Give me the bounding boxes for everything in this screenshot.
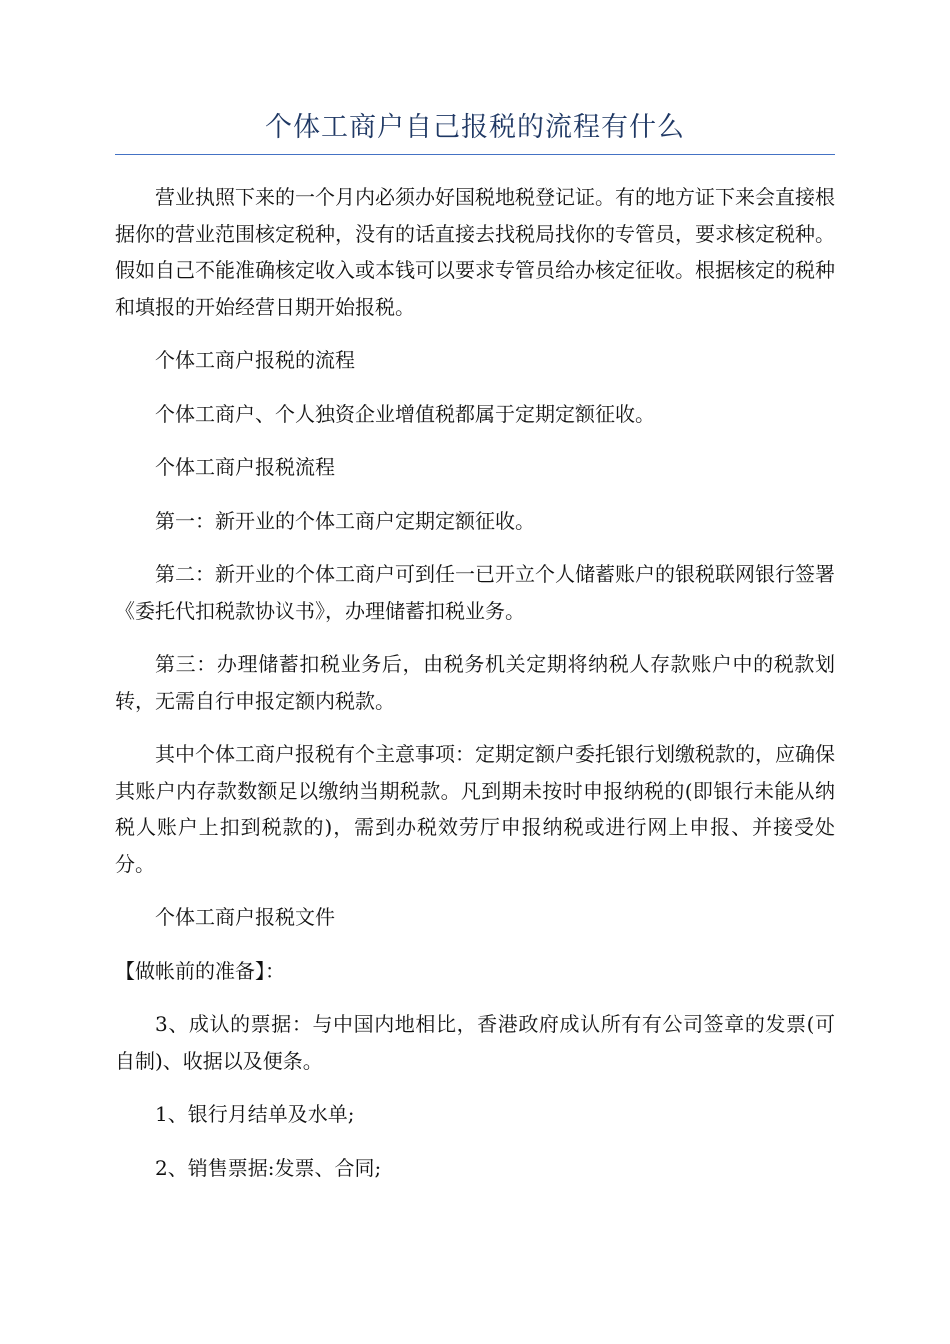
list-item: 1、银行月结单及水单; — [155, 1102, 355, 1126]
list-item: 3、成认的票据：与中国内地相比，香港政府成认所有有公司签章的发票(可自制)、收据以及便条。 — [115, 1012, 835, 1073]
list-item: 第二：新开业的个体工商户可到任一已开立个人储蓄账户的银税联网银行签署《委托代扣税款协议书》，办理储蓄扣税业务。 — [115, 562, 835, 623]
bracket-heading: 【做帐前的准备】： — [115, 958, 285, 983]
list-item: 2、销售票据:发票、合同; — [155, 1155, 382, 1180]
document-body — [115, 179, 835, 1186]
document-page — [115, 108, 835, 1203]
list-item: 第一：新开业的个体工商户定期定额征收。 — [155, 508, 535, 533]
page-title: 个体工商户自己报税的流程有什么 — [265, 112, 685, 143]
title-underline — [115, 154, 835, 155]
paragraph: 营业执照下来的一个月内必须办好国税地税登记证。有的地方证下来会直接根据你的营业范围核定税种，没有的话直接去找税局找你的专管员，要求核定税种。假如自己不能准确核定收入或本钱可以要求专管员给办核定征收。根据核定的税种和填报的开始经营日期开始报税。 — [115, 185, 835, 319]
paragraph: 个体工商户、个人独资企业增值税都属于定期定额征收。 — [155, 401, 655, 426]
section-heading: 个体工商户报税文件 — [155, 905, 335, 929]
paragraph: 其中个体工商户报税有个主意事项：定期定额户委托银行划缴税款的，应确保其账户内存款数额足以缴纳当期税款。凡到期未按时申报纳税的(即银行未能从纳税人账户上扣到税款的)，需到办税效劳厅申报纳税或进行网上申报、并接受处分。 — [115, 742, 835, 876]
section-heading: 个体工商户报税的流程 — [155, 348, 355, 372]
list-item: 第三：办理储蓄扣税业务后，由税务机关定期将纳税人存款账户中的税款划转，无需自行申报定额内税款。 — [115, 652, 835, 713]
section-heading: 个体工商户报税流程 — [155, 455, 335, 479]
